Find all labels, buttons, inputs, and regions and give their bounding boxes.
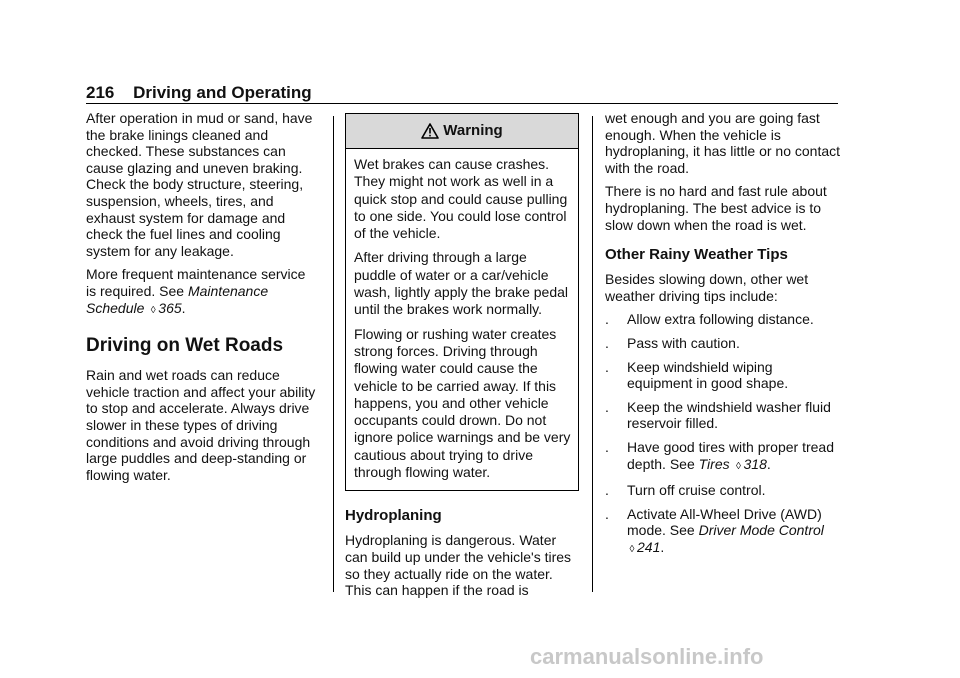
maintenance-schedule-page[interactable]: 365 [158, 299, 182, 316]
bullet-mark: . [605, 505, 609, 522]
list-item-text: Pass with caution. [627, 334, 740, 351]
column-3 [605, 110, 841, 565]
bullet-mark: . [605, 358, 609, 375]
maintenance-schedule-link[interactable]: Maintenance Schedule [86, 282, 269, 316]
warning-title: Warning [443, 121, 503, 139]
paragraph-brake-linings: After operation in mud or sand, have the brake linings cleaned and checked. These substances can cause glazing and uneven braking. Check the body structure, steering, suspension, wheels, tires, and exhaust system for damage and check the fuel lines and cooling system for any leakage. [86, 110, 313, 259]
list-item-text: Activate All-Wheel Drive (AWD) mode. See [627, 505, 822, 539]
bullet-mark: . [605, 311, 609, 328]
paragraph-maintenance-text: More frequent maintenance service is required. See [86, 266, 306, 299]
driver-mode-control-link[interactable]: Driver Mode Control [698, 522, 824, 539]
warning-icon [421, 123, 439, 139]
column-divider-right [592, 116, 593, 592]
warning-body [346, 149, 578, 490]
bullet-mark: . [605, 438, 609, 455]
bullet-mark: . [605, 482, 609, 499]
ref-arrow-icon: ◊ [736, 460, 741, 472]
section-title: Driving and Operating [133, 83, 312, 102]
paragraph-hydroplaning-cont: wet enough and you are going fast enough. When the vehicle is hydroplaning, it has little or no contact with the road. [605, 110, 841, 176]
warning-header [346, 114, 578, 149]
page-number: 216 [86, 83, 115, 102]
warning-paragraph-3: Flowing or rushing water creates strong forces. Driving through flowing water could cause the vehicle to be carried away. If this happens, you and other vehicle occupants could drown. Do not ignore police warnings and be very cautious about trying to drive through flowing water. [354, 325, 571, 481]
bullet-mark: . [605, 398, 609, 415]
heading-driving-wet-roads: Driving on Wet Roads [86, 335, 284, 357]
list-item: . Activate All-Wheel Drive (AWD) mode. See Driver Mode Control ◊ 241. [605, 506, 841, 559]
list-item [605, 311, 841, 328]
heading-hydroplaning: Hydroplaning [345, 507, 442, 525]
list-item [605, 482, 841, 499]
paragraph-maintenance: More frequent maintenance service is required. See Maintenance Schedule ◊ 365. [86, 266, 318, 319]
column-1 [86, 110, 318, 490]
list-item [605, 359, 841, 392]
list-item-text: Turn off cruise control. [627, 482, 766, 499]
list-item-text: Allow extra following distance. [627, 311, 814, 328]
column-2 [345, 110, 579, 606]
warning-box [345, 113, 579, 491]
ref-arrow-icon: ◊ [150, 304, 156, 316]
bullet-mark: . [605, 334, 609, 351]
driver-mode-control-page[interactable]: 241 [637, 538, 661, 555]
list-item-text: Keep windshield wiping equipment in good shape. [627, 358, 789, 392]
tires-link[interactable]: Tires [698, 455, 730, 472]
column-divider-left [333, 116, 334, 592]
list-item: . Have good tires with proper tread depth. See Tires ◊ 318. [605, 439, 841, 475]
warning-paragraph-1: Wet brakes can cause crashes. They might not work as well in a quick stop and could cause pulling to one side. You could lose control of the vehicle. [354, 156, 568, 242]
paragraph-hydroplaning: Hydroplaning is dangerous. Water can build up under the vehicle's tires so they actually ride on the water. This can happen if the road is [345, 532, 572, 599]
heading-rainy-weather-tips: Other Rainy Weather Tips [605, 246, 788, 264]
page-header [86, 83, 312, 103]
list-item [605, 399, 841, 432]
list-item-text: Have good tires with proper tread depth. See [627, 438, 834, 472]
list-item [605, 335, 841, 352]
ref-arrow-icon: ◊ [629, 543, 635, 555]
tires-page[interactable]: 318 [743, 455, 767, 472]
paragraph-no-rule: There is no hard and fast rule about hydroplaning. The best advice is to slow down when the road is wet. [605, 183, 827, 233]
warning-paragraph-2: After driving through a large puddle of water or a car/vehicle wash, lightly apply the brake pedal until the brakes work normally. [354, 249, 569, 318]
header-rule [86, 103, 838, 104]
paragraph-tips-intro: Besides slowing down, other wet weather driving tips include: [605, 271, 809, 304]
list-item-text: Keep the windshield washer fluid reservoir filled. [627, 398, 831, 432]
watermark: carmanualsonline.info [530, 644, 764, 669]
paragraph-wet-roads: Rain and wet roads can reduce vehicle traction and affect your ability to stop and accelerate. Always drive slower in these types of driving conditions and avoid driving through large puddles and deep-standing or flowing water. [86, 367, 316, 483]
